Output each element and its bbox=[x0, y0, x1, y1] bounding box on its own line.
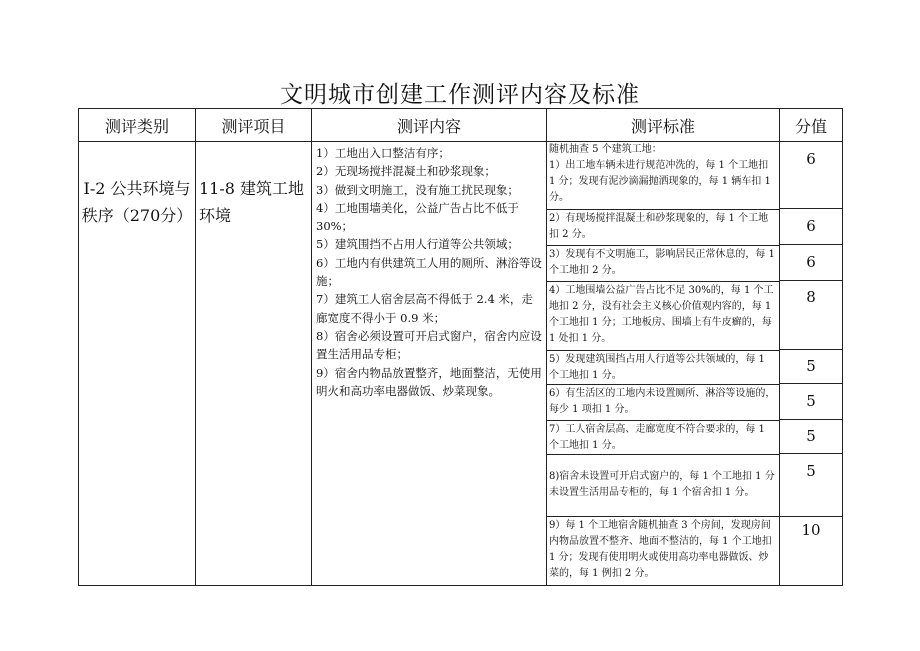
content-line: 9）宿舍内物品放置整齐，地面整洁，无使用明火和高功率电器做饭、炒菜现象。 bbox=[316, 365, 542, 398]
content-line: 2）无现场搅拌混凝土和砂浆现象； bbox=[316, 164, 496, 179]
standard-item: 9）每 1 个工地宿舍随机抽查 3 个房间，发现房间内物品放置不整齐、地面不整洁的，每 1 个工地扣 1 分；发现有使用明火或使用高功率电器做饭、炒菜的，每 1 例扣 2 分。 bbox=[547, 516, 779, 585]
content-line: 3）做到文明施工，没有施工扰民现象； bbox=[316, 182, 519, 197]
content-line: 7）建筑工人宿舍层高不得低于 2.4 米，走廊宽度不得小于 0.9 米； bbox=[316, 292, 533, 325]
standard-item: 1）出工地车辆未进行规范冲洗的，每 1 个工地扣 1 分；发现有泥沙滴漏抛洒现象的，每 1 辆车扣 1 分。 bbox=[549, 160, 771, 203]
content-line: 4）工地围墙美化，公益广告占比不低于30%； bbox=[316, 200, 519, 234]
table-row bbox=[79, 142, 843, 586]
standard-item: 8)宿舍未设置可开启式窗户的，每 1 个工地扣 1 分 未设置生活用品专柜的，每 1 个宿舍扣 1 分。 bbox=[547, 454, 779, 516]
content-line: 1）工地出入口整洁有序； bbox=[316, 146, 450, 160]
score-value: 5 bbox=[780, 349, 842, 383]
header-score: 分值 bbox=[780, 109, 843, 142]
page-title: 文明城市创建工作测评内容及标准 bbox=[280, 82, 640, 108]
category-cell: I-2 公共环境与秩序（270分） bbox=[79, 142, 196, 586]
content-line: 6）工地内有供建筑工人用的厕所、淋浴等设施； bbox=[316, 255, 542, 289]
standard-item: 3）发现有不文明施工，影响居民正常休息的，每 1 个工地扣 2 分。 bbox=[547, 245, 779, 281]
standard-item: 2）有现场搅拌混凝土和砂浆现象的，每 1 个工地扣 2 分。 bbox=[547, 209, 779, 245]
header-content: 测评内容 bbox=[312, 109, 547, 142]
score-value: 5 bbox=[780, 419, 842, 453]
standard-item: 7）工人宿舍层高、走廊宽度不符合要求的，每 1 个工地扣 1 分。 bbox=[547, 420, 779, 454]
standard-item: 6）有生活区的工地内未设置厕所、淋浴等设施的，每少 1 项扣 1 分。 bbox=[547, 384, 779, 420]
header-row bbox=[79, 109, 843, 142]
score-cell bbox=[780, 142, 843, 586]
score-value: 8 bbox=[780, 280, 842, 349]
standard-intro: 随机抽查 5 个建筑工地： bbox=[549, 144, 662, 155]
header-category: 测评类别 bbox=[79, 109, 196, 142]
standard-cell bbox=[547, 142, 780, 586]
content-line: 8）宿舍必须设置可开启式窗户，宿舍内应设置生活用品专柜； bbox=[316, 328, 542, 362]
header-item: 测评项目 bbox=[196, 109, 312, 142]
score-value: 10 bbox=[780, 516, 842, 583]
evaluation-table bbox=[78, 108, 843, 586]
score-value: 5 bbox=[780, 453, 842, 516]
item-cell: 11-8 建筑工地环境 bbox=[196, 142, 312, 586]
content-cell bbox=[312, 142, 547, 586]
standard-item: 5）发现建筑围挡占用人行道等公共领域的，每 1 个工地扣 1 分。 bbox=[547, 350, 779, 384]
header-standard: 测评标准 bbox=[547, 109, 780, 142]
score-value: 5 bbox=[780, 383, 842, 419]
score-value: 6 bbox=[780, 208, 842, 244]
score-value: 6 bbox=[780, 244, 842, 280]
score-value: 6 bbox=[806, 150, 816, 168]
standard-item: 4）工地围墙公益广告占比不足 30%的，每 1 个工地扣 2 分，没有社会主义核心价值观内容的，每 1 个工地扣 1 分；工地板房、围墙上有牛皮癣的，每 1 处扣 1 分。 bbox=[547, 281, 779, 350]
content-line: 5）建筑围挡不占用人行道等公共领域； bbox=[316, 237, 519, 252]
